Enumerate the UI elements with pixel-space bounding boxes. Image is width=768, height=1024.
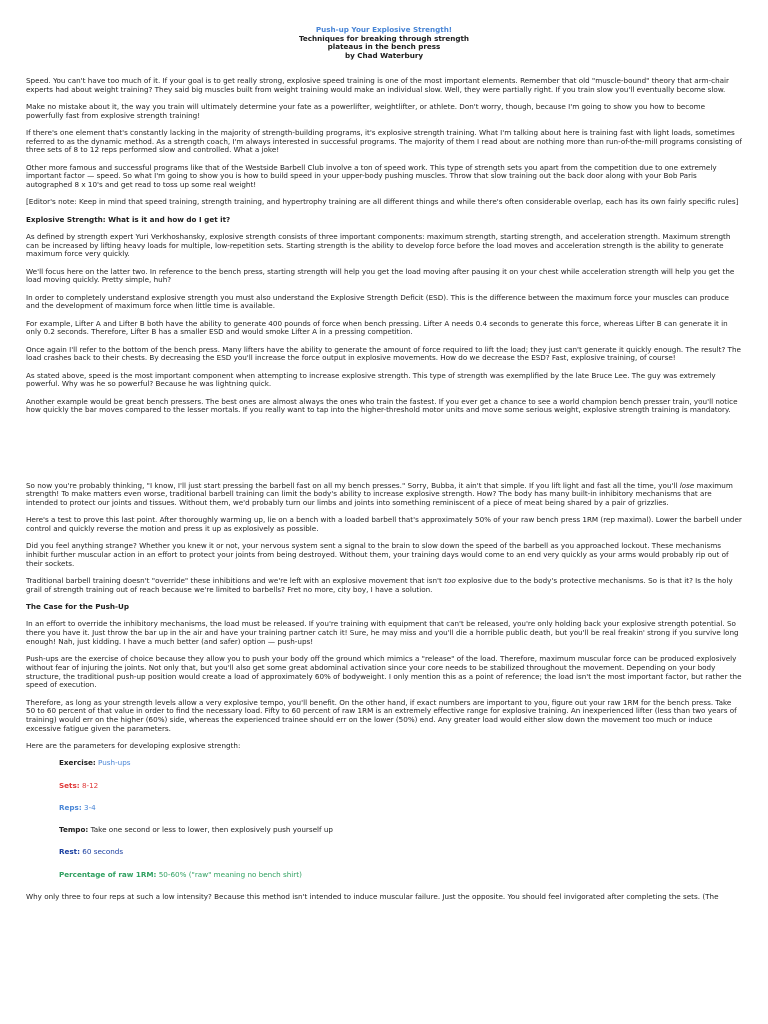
- parameter-label: Rest:: [59, 847, 80, 857]
- text-run: explosive due to the body's protective mechanisms. So is that it? Is the holy grail of strength training out of reach because we're limited to barbells? Fret no more, city boy, I have a solution.: [26, 576, 733, 594]
- parameter-label: Reps:: [59, 802, 82, 812]
- paragraph: Once again I'll refer to the bottom of the bench press. Many lifters have the ability to generate the amount of force required to lift the load; they just can't generate it quickly enough. The result? The load crashes back to their chests. By decreasing the ESD you'll increase the force output in explosive movements. How do we decrease the ESD? Fast, explosive training, of course!: [26, 344, 741, 363]
- paragraph: Here's a test to prove this last point. After thoroughly warming up, lie on a bench with a loaded barbell that's approximately 50% of your raw bench press 1RM (rep maximal). Lower the barbell under control and quickly reverse the motion and press it up as explosively as possible.: [26, 515, 742, 534]
- text-run: So now you're probably thinking, "I know, I'll just start pressing the barbell fast on all my bench presses." Sorry, Bubba, it ain't that simple. If you lift light and fast all the time, you'll: [26, 480, 680, 490]
- emphasis: lose: [679, 480, 695, 490]
- article-header: [26, 26, 742, 60]
- paragraph: Did you feel anything strange? Whether you knew it or not, your nervous system sent a signal to the brain to slow down the speed of the barbell as you approached lockout. These mechanisms inhibit further muscular action in an effort to protect your joints from being destroyed. Without them, your training days would come to an end very quickly as your arms would probably rip out of their sockets.: [26, 541, 729, 568]
- parameter-label: Tempo:: [59, 825, 89, 835]
- paragraph: As stated above, speed is the most important component when attempting to increase explosive strength. This type of strength was exemplified by the late Bruce Lee. The guy was extremely powerful. Why was he so powerful? Because he was lightning quick.: [26, 370, 716, 389]
- article-title: Push-up Your Explosive Strength!: [315, 25, 453, 34]
- parameter-sets: [59, 782, 742, 791]
- parameter-exercise: [59, 759, 742, 768]
- emphasis: too: [444, 576, 456, 586]
- paragraph: As defined by strength expert Yuri Verkhoshansky, explosive strength consists of three important components: maximum strength, starting strength, and acceleration strength. Maximum strength can be increased by lifting heavy loads for multiple, low-repetition sets. Starting strength is the ability to develop force before the load moves and acceleration strength is the ability to generate maximum force very quickly.: [26, 232, 731, 259]
- text-run: maximum strength! To make matters even worse, traditional barbell training can limit the body's ability to increase explosive strength. How? The body has many built-in inhibitory mechanisms that are intended to protect our joints and tissues. Without them, we'd probably turn our limbs and joints into something reminiscent of a piece of meat being shared by a pair of grizzlies.: [26, 480, 733, 508]
- parameter-value: 8-12: [81, 780, 99, 790]
- article-subtitle-line-1: Techniques for breaking through strength: [298, 33, 470, 43]
- parameter-value: Push-ups: [98, 758, 131, 768]
- parameter-percentage: [59, 871, 742, 880]
- paragraph: Push-ups are the exercise of choice because they allow you to push your body off the ground which mimics a "release" of the load. Therefore, maximum muscular force can be produced explosively without fear of injuring the joints. Not only that, but you'll also get some great abdominal activation since your core needs to be stabilized throughout the movement. Depending on your body structure, the traditional push-up position would create a load of approximately 60% of bodyweight. I only mention this as a point of reference; the load isn't the most important factor, but rather the speed of execution.: [26, 654, 742, 690]
- article-byline: by Chad Waterbury: [344, 50, 424, 60]
- parameter-value: 50-60% ("raw" meaning no bench shirt): [158, 869, 302, 879]
- article-subtitle-line-2: plateaus in the bench press: [327, 42, 441, 51]
- paragraph: We'll focus here on the latter two. In reference to the bench press, starting strength will help you get the load moving after pausing it on your chest while acceleration strength will help you get the load moving quickly. Pretty simple, huh?: [26, 266, 735, 285]
- parameter-reps: [59, 804, 742, 813]
- paragraph: Therefore, as long as your strength levels allow a very explosive tempo, you'll benefit. On the other hand, if exact numbers are important to you, figure out your raw 1RM for the bench press. Take 50 to 60 percent of that value in order to find the necessary load. Fifty to 60 percent of raw 1RM is an extremely effective range for explosive training. An inexperienced lifter (less than two years of training) would err on the higher (60%) side, whereas the experienced trainee should err on the lower (50%) end. Any greater load would either slow down the movement too much or induce excessive fatigue given the parameters.: [26, 697, 737, 733]
- section-heading: Explosive Strength: What is it and how do I get it?: [26, 214, 231, 224]
- parameter-label: Percentage of raw 1RM:: [59, 869, 157, 879]
- parameter-label: Exercise:: [59, 758, 96, 768]
- parameter-list: [59, 759, 742, 879]
- blank-space: [26, 424, 742, 482]
- parameter-value: 3-4: [84, 802, 96, 812]
- paragraph: [26, 482, 742, 508]
- text-run: Traditional barbell training doesn't "override" these inhibitions and we're left with an explosive movement that isn't: [26, 576, 445, 586]
- article: [26, 26, 742, 910]
- paragraph: If there's one element that's constantly lacking in the majority of strength-building programs, it's explosive strength training. What I'm talking about here is training fast with light loads, sometimes referred to as the dynamic method. As a strength coach, I'm always interested in successful programs. The majority of them I read about are nothing more than run-of-the-mill programs consisting of three sets of 8 to 12 reps performed slow and controlled. What a joke!: [26, 128, 742, 155]
- parameter-value: Take one second or less to lower, then explosively push yourself up: [90, 825, 333, 835]
- paragraph: [26, 577, 742, 594]
- paragraph: Here are the parameters for developing explosive strength:: [26, 740, 241, 750]
- parameter-value: 60 seconds: [82, 847, 124, 857]
- parameter-tempo: [59, 826, 742, 835]
- parameter-label: Sets:: [59, 780, 80, 790]
- section-heading: The Case for the Push-Up: [26, 602, 129, 612]
- paragraph: In an effort to override the inhibitory mechanisms, the load must be released. If you're training with equipment that can't be released, you're only holding back your explosive strength potential. So there you have it. Just throw the bar up in the air and have your training partner catch it! Sure, he may miss and you'll die a horrible public death, but you'll be real freakin' strong if you survive long enough! Nah, just kidding. I have a much better (and safer) option — push-ups!: [26, 619, 739, 646]
- paragraph: Why only three to four reps at such a low intensity? Because this method isn't intended to induce muscular failure. Just the opposite. You should feel invigorated after completing the sets. (The: [26, 893, 719, 901]
- paragraph: In order to completely understand explosive strength you must also understand the Explosive Strength Deficit (ESD). This is the difference between the maximum force your muscles can produce and the development of maximum force when little time is available.: [26, 292, 729, 311]
- paragraph: Another example would be great bench pressers. The best ones are almost always the ones who train the fastest. If you ever get a chance to see a world champion bench presser train, you'll notice how quickly the bar moves compared to the lesser mortals. If you really want to tap into the higher-threshold motor units and move some serious weight, explosive strength training is mandatory.: [26, 396, 738, 415]
- paragraph: Make no mistake about it, the way you train will ultimately determine your fate as a powerlifter, weightlifter, or athlete. Don't worry, though, because I'm going to show you how to become powerfully fast from explosive strength training!: [26, 102, 706, 120]
- paragraph: Other more famous and successful programs like that of the Westside Barbell Club involve a ton of speed work. This type of strength sets you apart from the competition due to one extremely important factor — speed. So what I'm going to show you is how to build speed in your upper-body pushing muscles. Throw that slow training out the back door along with your Bob Paris autographed 8 x 10's and get read to toss up some real weight!: [26, 162, 717, 190]
- editor-note: [Editor's note: Keep in mind that speed training, strength training, and hypertrophy training are all different things and while there's often considerable overlap, each has its own fairly specific rules]: [26, 197, 739, 207]
- paragraph: For example, Lifter A and Lifter B both have the ability to generate 400 pounds of force when bench pressing. Lifter A needs 0.4 seconds to generate this force, whereas Lifter B can generate it in only 0.2 seconds. Therefore, Lifter B has a smaller ESD and would smoke Lifter A in a pressing competition.: [26, 318, 728, 337]
- parameter-rest: [59, 848, 742, 857]
- paragraph: Speed. You can't have too much of it. If your goal is to get really strong, explosive speed training is one of the most important elements. Remember that old "muscle-bound" theory that arm-chair experts had about weight training? They said big muscles built from weight training would make an individual slow. Well, they were partially right. If you train slow you'll eventually become slow.: [26, 76, 729, 94]
